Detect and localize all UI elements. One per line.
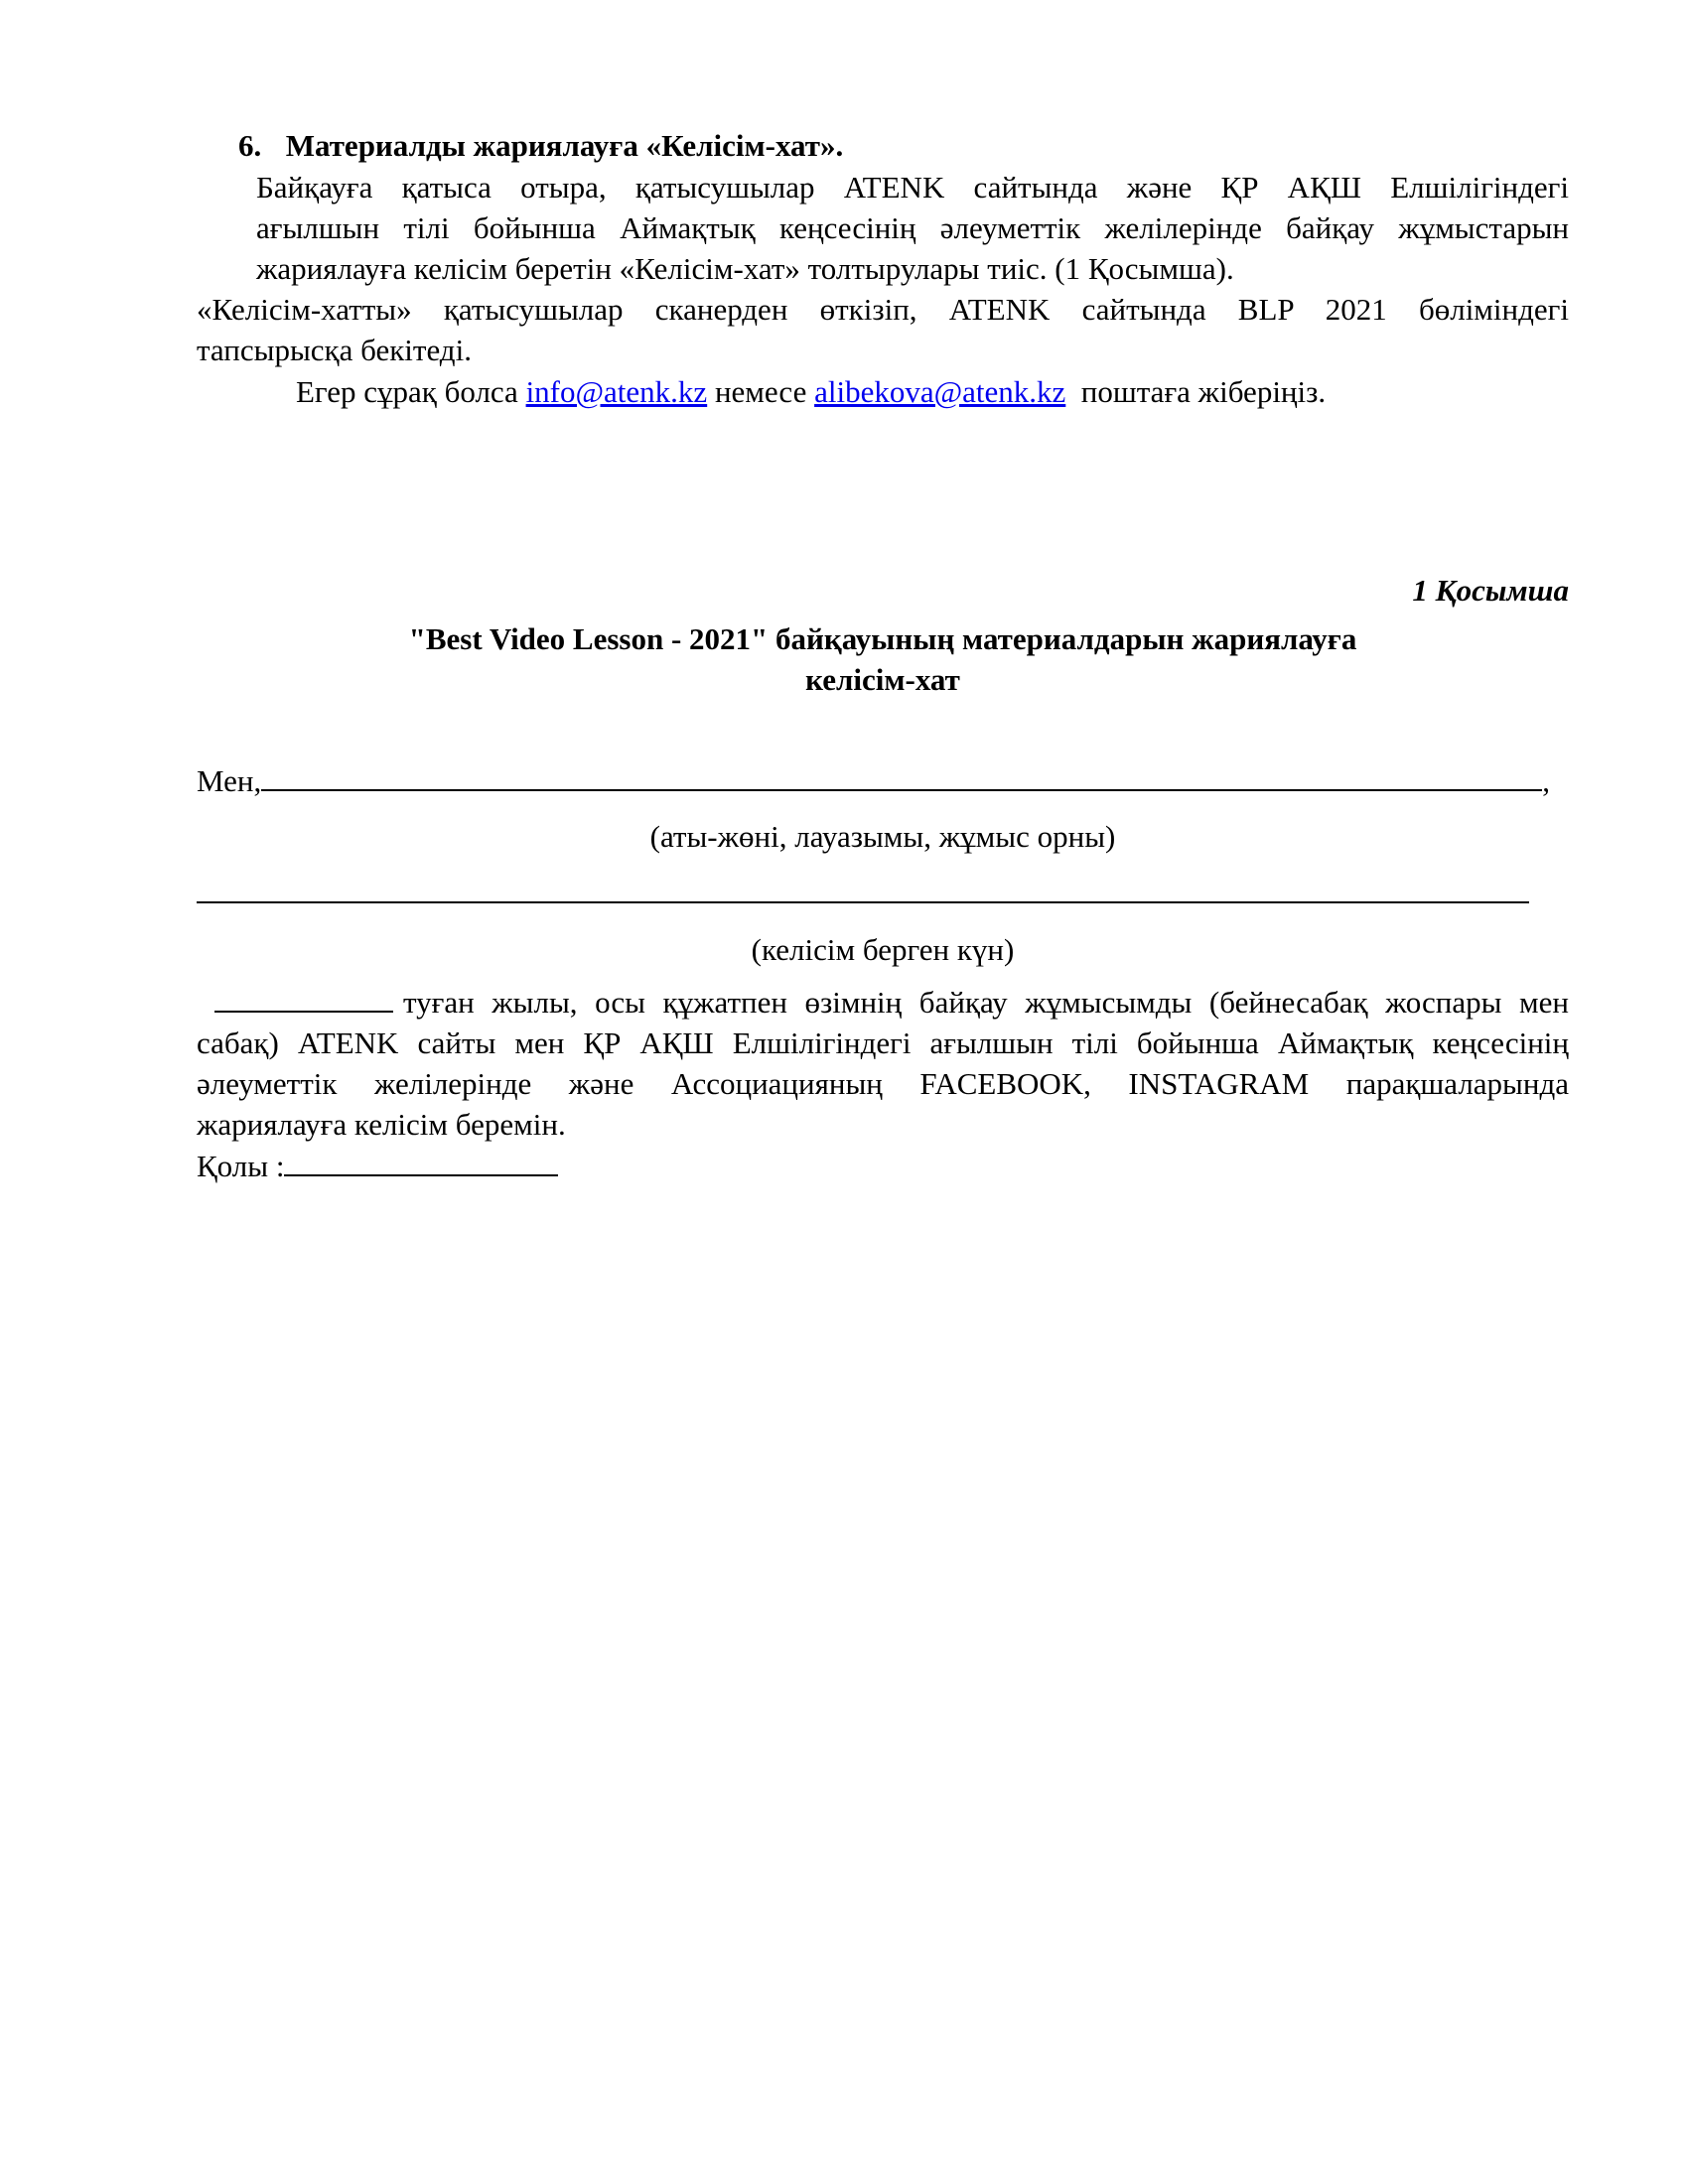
- consent-line-text: туған жылы, осы құжатпен өзімнің байқау жұмысымды (бейнесабақ жоспары мен: [403, 985, 1569, 1020]
- consent-paragraph: [197, 982, 1569, 1145]
- men-prefix: Мен,: [197, 763, 262, 798]
- signature-label: Қолы :: [197, 1149, 285, 1183]
- birth-year-fill-line: [214, 985, 393, 1013]
- paragraph-line: әлеуметтік желілерінде және Ассоциацияның FACEBOOK, INSTAGRAM парақшаларында: [197, 1066, 1569, 1101]
- contact-middle: немесе: [707, 374, 815, 409]
- paragraph-line: тапсырысқа бекітеді.: [197, 333, 472, 367]
- name-caption: (аты-жөні, лауазымы, жұмыс орны): [649, 819, 1116, 854]
- contact-prefix: Егер сұрақ болса: [296, 374, 526, 409]
- men-suffix: ,: [1542, 763, 1551, 798]
- signature-fill-line: [284, 1147, 558, 1176]
- paragraph-line: жариялауға келісім беремін.: [197, 1107, 566, 1142]
- contact-line: [296, 371, 1326, 412]
- appendix-title-line-1: "Best Video Lesson - 2021" байқауының материалдарын жариялауға: [408, 621, 1357, 656]
- appendix-title: [197, 618, 1569, 700]
- paragraph-line: ағылшын тілі бойынша Аймақтық кеңсесінің әлеуметтік желілерінде байқау жұмыстарын: [256, 210, 1569, 245]
- paragraph-line: «Келісім-хатты» қатысушылар сканерден өткізіп, ATENK сайтында BLP 2021 бөліміндегі: [197, 292, 1569, 327]
- date-caption: (келісім берген күн): [751, 932, 1015, 967]
- paragraph-line: жариялауға келісім беретін «Келісім-хат» толтырулары тиіс. (1 Қосымша).: [256, 251, 1234, 286]
- section-paragraph-2: [197, 289, 1569, 370]
- section-number: 6.: [238, 128, 262, 163]
- appendix-title-line-2: келісім-хат: [805, 662, 960, 697]
- name-field-row: [197, 760, 1569, 801]
- email-link-info[interactable]: info@atenk.kz: [525, 374, 708, 409]
- date-fill-line: [197, 901, 1529, 903]
- section-heading: [238, 125, 843, 166]
- signature-row: [197, 1146, 558, 1186]
- name-fill-line: [261, 761, 1542, 791]
- paragraph-line: Байқауға қатыса отыра, қатысушылар ATENK сайтында және ҚР АҚШ Елшілігіндегі: [256, 170, 1569, 205]
- email-link-alibekova[interactable]: alibekova@atenk.kz: [814, 374, 1066, 409]
- appendix-label: 1 Қосымша: [1412, 573, 1569, 608]
- paragraph-line: [197, 982, 1569, 1023]
- paragraph-line: сабақ) ATENK сайты мен ҚР АҚШ Елшілігіндегі ағылшын тілі бойынша Аймақтық кеңсесінің: [197, 1025, 1569, 1060]
- section-paragraph-1: [256, 167, 1569, 289]
- contact-suffix: поштаға жіберіңіз.: [1065, 374, 1327, 409]
- section-title: Материалды жариялауға «Келісім-хат».: [285, 128, 844, 163]
